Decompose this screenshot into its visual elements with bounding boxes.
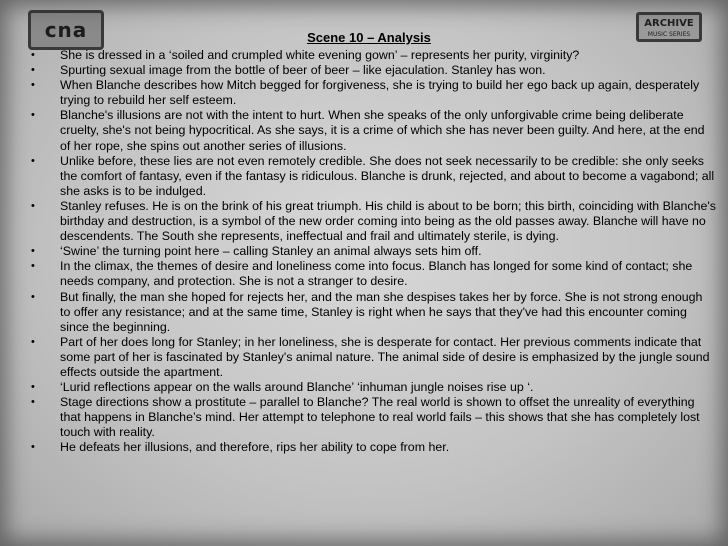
slide-title: Scene 10 – Analysis	[307, 30, 431, 45]
bullet-icon: •	[31, 290, 35, 303]
bullet-item	[28, 244, 716, 259]
bullet-item	[28, 395, 716, 440]
bullet-item	[28, 48, 716, 63]
bullet-text: Stanley refuses. He is on the brink of his great triumph. His child is about to be born; this birth, coinciding with Blanche's birthday and destruction, is a symbol of the new order coming into being as the old passes away. Blanche will have no descendents. The South she represents, ineffectual and frail and ultimately sterile, is dying.	[60, 198, 716, 244]
bullet-icon: •	[31, 109, 35, 122]
bullet-text: Spurting sexual image from the bottle of beer of beer – like ejaculation. Stanley has won.	[60, 63, 546, 78]
bullet-text: Part of her does long for Stanley; in her loneliness, she is desperate for contact. Her previous comments indicate that some part of her is fascinated by Stanley's animal nature. The animal side of desire is emphasized by the jungle sound effects outside the apartment.	[60, 334, 710, 379]
bullet-item	[28, 335, 716, 380]
bullet-icon: •	[31, 199, 35, 212]
bullet-icon: •	[31, 245, 35, 258]
bullet-list	[28, 48, 716, 456]
bullet-text: Blanche's illusions are not with the intent to hurt. When she speaks of the only unforgivable crime being deliberate cruelty, she's not being hypocritical. As she says, it is a crime of which she has never been guilty. And here, at the end of her rope, she spins out another series of illusions.	[60, 108, 705, 153]
bullet-icon: •	[31, 79, 35, 92]
bullet-item	[28, 290, 716, 335]
bullet-text: When Blanche describes how Mitch begged for forgiveness, she is trying to build her ego back up again, desperately trying to rebuild her self esteem.	[60, 78, 700, 108]
bullet-item	[28, 259, 716, 289]
bullet-text: In the climax, the themes of desire and loneliness come into focus. Blanch has longed for some kind of contact; she needs company, and protection. She is not a stranger to desire.	[60, 259, 693, 289]
bullet-item	[28, 78, 716, 108]
bullet-text: He defeats her illusions, and therefore, rips her ability to cope from her.	[60, 440, 450, 455]
bullet-item	[28, 63, 716, 78]
bullet-icon: •	[31, 260, 35, 273]
bullet-item	[28, 199, 716, 244]
bullet-icon: •	[31, 335, 35, 348]
bullet-icon: •	[31, 396, 35, 409]
cna-logo: cna	[28, 10, 104, 50]
archive-logo-main: ARCHIVE	[644, 18, 694, 29]
bullet-item	[28, 380, 716, 395]
bullet-icon: •	[31, 49, 35, 61]
bullet-text: ‘Swine’ the turning point here – calling Stanley an animal always sets him off.	[60, 244, 482, 259]
bullet-text: ‘Lurid reflections appear on the walls around Blanche’ ‘inhuman jungle noises rise up ‘.	[60, 380, 534, 395]
bullet-text: She is dressed in a ‘soiled and crumpled white evening gown’ – represents her purity, virginity?	[60, 48, 580, 62]
bullet-icon: •	[31, 441, 35, 454]
bullet-text: Unlike before, these lies are not even remotely credible. She does not seek necessarily to be credible: she only seeks the comfort of fantasy, even if the fantasy is ridiculous. Blanche is drunk, rejected, and about to become a vagabond; all she asks is to be indulged.	[60, 153, 715, 198]
bullet-text: But finally, the man she hoped for rejects her, and the man she despises takes her by force. She is not strong enough to offer any resistance; and at the same time, Stanley is right when he says that they've had this encounter coming since the beginning.	[60, 289, 703, 334]
bullet-item	[28, 440, 716, 455]
bullet-item	[28, 154, 716, 199]
bullet-text: Stage directions show a prostitute – parallel to Blanche? The real world is shown to offset the unreality of everything that happens in Blanche’s mind. Her attempt to telephone to real world fails – this shows that she has completely lost touch with reality.	[60, 395, 700, 440]
bullet-icon: •	[31, 64, 35, 77]
archive-logo-sub: MUSIC SERIES	[647, 31, 691, 38]
bullet-icon: •	[31, 381, 35, 394]
bullet-icon: •	[31, 154, 35, 167]
bullet-item	[28, 108, 716, 153]
